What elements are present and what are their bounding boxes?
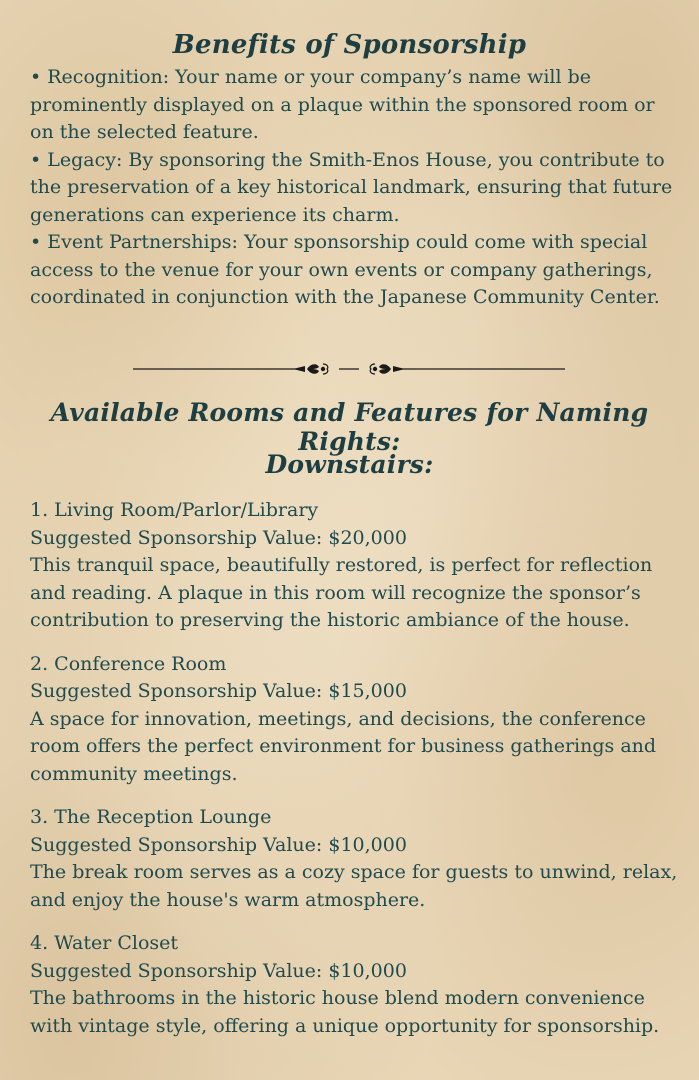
benefits-list — [30, 64, 680, 312]
room-title: 4. Water Closet — [30, 932, 179, 954]
benefit-event-partnerships: • Event Partnerships: Your sponsorship could come with special access to the venue for your own events or company gatherings, coordinated in conjunction with the Japanese Community Center. — [30, 231, 660, 308]
rooms-list — [30, 497, 680, 1056]
room-title: 2. Conference Room — [30, 652, 227, 675]
room-value: Suggested Sponsorship Value: $10,000 — [30, 833, 407, 856]
room-reception-lounge — [30, 804, 680, 914]
downstairs-heading: Downstairs: — [265, 450, 434, 479]
benefit-recognition: • Recognition: Your name or your company’s name will be prominently displayed on a plaque within the sponsored room or on the selected feature. — [30, 66, 655, 143]
room-water-closet — [30, 930, 680, 1040]
room-value: Suggested Sponsorship Value: $15,000 — [30, 680, 407, 702]
benefits-heading: Benefits of Sponsorship — [172, 30, 527, 60]
room-description: The bathrooms in the historic house blend modern convenience with vintage style, offering a unique opportunity for sponsorship. — [30, 987, 660, 1037]
naming-rights-heading: Available Rooms and Features for Naming Rights: — [50, 398, 649, 456]
flourish-right-icon — [370, 364, 391, 374]
room-description: The break room serves as a cozy space for guests to unwind, relax, and enjoy the house's warm atmosphere. — [30, 861, 678, 911]
room-title: 3. The Reception Lounge — [30, 806, 272, 828]
room-conference-room — [30, 651, 680, 789]
room-value: Suggested Sponsorship Value: $20,000 — [30, 526, 407, 549]
benefit-legacy: • Legacy: By sponsoring the Smith-Enos House, you contribute to the preservation of a key historical landmark, ensuring that future generations can experience its charm. — [30, 148, 673, 226]
room-description: A space for innovation, meetings, and decisions, the conference room offers the perfect environment for business gatherings and community meetings. — [30, 707, 657, 785]
ornamental-divider — [133, 358, 565, 380]
room-value: Suggested Sponsorship Value: $10,000 — [30, 959, 407, 982]
room-description: This tranquil space, beautifully restored, is perfect for reflection and reading. A plaque in this room will recognize the sponsor’s contribution to preserving the historic ambiance of the house. — [30, 554, 653, 631]
room-living-room — [30, 497, 680, 635]
room-title: 1. Living Room/Parlor/Library — [30, 499, 319, 521]
flourish-left-icon — [307, 364, 328, 374]
